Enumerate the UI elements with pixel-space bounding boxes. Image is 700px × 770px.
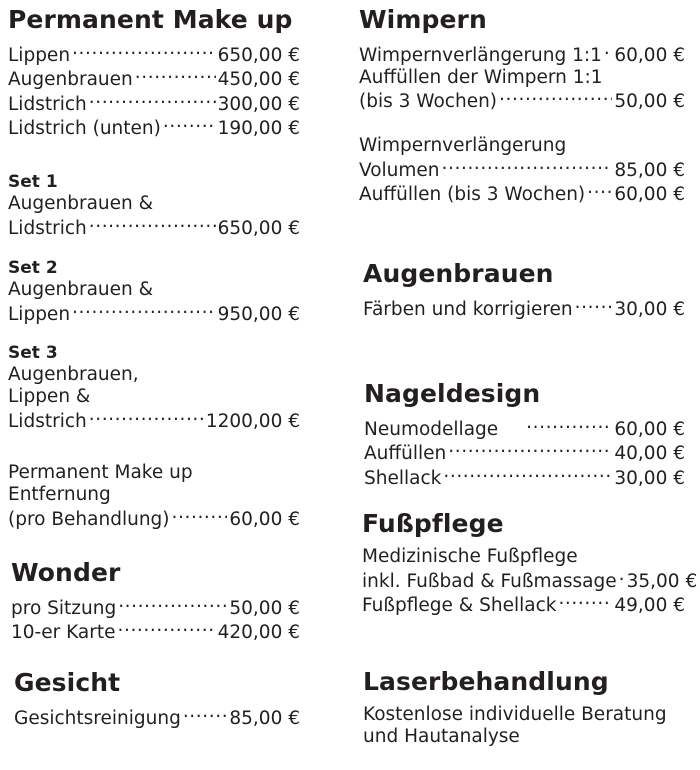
item-price: 420,00 € (217, 622, 300, 643)
dot-leader (587, 182, 612, 201)
section-laserbehandlung (363, 667, 685, 748)
item-price: 60,00 € (614, 184, 685, 205)
item-label: (pro Behandlung) (8, 508, 170, 530)
section-heading: Gesicht (14, 668, 121, 697)
item-label: Shellack (364, 467, 442, 489)
dot-leader (183, 705, 228, 724)
item-price: 450,00 € (217, 69, 300, 90)
price-row (359, 182, 685, 207)
dot-leader (448, 441, 612, 460)
section-heading: Permanent Make up (8, 5, 293, 34)
section-set-3 (8, 343, 300, 433)
section-note-line: Augenbrauen & (8, 279, 154, 300)
section-gesicht (14, 668, 300, 730)
item-label: Neumodellage (364, 418, 499, 440)
section-heading: Fußpflege (362, 509, 504, 538)
section-note-line: und Hautanalyse (363, 726, 520, 747)
section-note-line: Medizinische Fußpflege (362, 546, 578, 567)
item-price: 60,00 € (614, 418, 685, 440)
section-note-line: Lippen & (8, 386, 91, 407)
dot-leader (526, 416, 612, 435)
dot-leader (443, 465, 612, 484)
item-price: 190,00 € (217, 118, 300, 139)
section-pmu-entfernung (8, 462, 300, 531)
section-note-line: Entfernung (8, 484, 111, 505)
section-heading: Nageldesign (364, 379, 541, 408)
item-price: 650,00 € (217, 44, 300, 66)
section-note-line: Wimpernverlängerung (359, 135, 567, 156)
item-price: 30,00 € (614, 298, 685, 320)
item-label: pro Sitzung (11, 597, 117, 619)
dot-leader (72, 301, 216, 320)
item-price: 85,00 € (229, 707, 300, 729)
price-row (11, 620, 300, 645)
price-row (364, 465, 685, 490)
item-label: inkl. Fußbad & Fußmassage (362, 570, 617, 592)
item-price: 50,00 € (614, 91, 685, 112)
price-row (359, 42, 685, 67)
price-row (8, 215, 300, 240)
price-row (359, 89, 685, 114)
price-row (363, 296, 685, 321)
section-note-line: Permanent Make up (8, 462, 193, 483)
section-heading: Set 2 (8, 258, 58, 278)
item-price: 50,00 € (229, 597, 300, 619)
price-row (11, 595, 300, 620)
item-label: Lidstrich (8, 93, 87, 115)
price-row (364, 441, 685, 466)
price-row (14, 705, 300, 730)
dot-leader (499, 89, 612, 108)
dot-leader (135, 67, 216, 86)
dot-leader (72, 42, 216, 61)
item-price: 49,00 € (614, 595, 685, 616)
item-label: Volumen (359, 159, 440, 181)
item-label: Wimpernverlängerung 1:1 (359, 44, 602, 66)
section-note-line: Auffüllen der Wimpern 1:1 (359, 66, 603, 88)
section-heading: Wimpern (359, 5, 487, 34)
price-row (8, 408, 300, 433)
item-price: 30,00 € (614, 467, 685, 489)
item-price: 650,00 € (217, 217, 300, 239)
section-note-line: Augenbrauen, (8, 364, 139, 385)
section-wonder (11, 558, 300, 644)
item-label: Färben und korrigieren (363, 298, 573, 320)
dot-leader (89, 215, 216, 234)
item-label: Fußpflege & Shellack (362, 595, 557, 616)
section-heading: Set 1 (8, 172, 58, 192)
item-price: 1200,00 € (205, 410, 300, 432)
price-row (364, 416, 685, 441)
section-note-line: Kostenlose individuelle Beratung (363, 704, 667, 725)
item-price: 300,00 € (217, 93, 300, 115)
dot-leader (604, 42, 612, 61)
item-label: Lippen (8, 44, 71, 66)
item-price: 60,00 € (614, 44, 685, 66)
dot-leader (89, 91, 216, 110)
item-label: 10-er Karte (11, 622, 116, 643)
section-fusspflege (362, 509, 698, 617)
item-price: 40,00 € (614, 443, 685, 464)
right-column (350, 0, 700, 770)
price-row (362, 593, 685, 618)
price-row (8, 506, 300, 531)
item-label: Lidstrich (8, 410, 87, 432)
section-set-1 (8, 172, 300, 240)
dot-leader (558, 593, 612, 612)
section-augenbrauen (363, 259, 685, 321)
item-label: Lidstrich (8, 217, 87, 239)
item-label: Lippen (8, 303, 71, 325)
dot-leader (163, 116, 216, 135)
item-label: Augenbrauen (8, 69, 133, 90)
dot-leader (172, 506, 228, 525)
price-row (8, 91, 300, 116)
section-set-2 (8, 258, 300, 326)
section-heading: Laserbehandlung (363, 667, 609, 696)
section-nageldesign (364, 379, 685, 490)
item-price: 85,00 € (614, 159, 685, 181)
section-permanent-make-up (8, 5, 300, 140)
item-price: 60,00 € (229, 508, 300, 530)
price-row (8, 301, 300, 326)
section-note-line: Augenbrauen & (8, 193, 154, 214)
item-price: 35,00 € (626, 570, 698, 592)
price-row (359, 157, 685, 182)
price-row (362, 568, 698, 593)
item-label: Auffüllen (364, 443, 447, 464)
item-label: Auffüllen (bis 3 Wochen) (359, 184, 586, 205)
item-label: (bis 3 Wochen) (359, 91, 498, 112)
dot-leader (442, 157, 613, 176)
dot-leader (575, 296, 613, 315)
section-heading: Wonder (11, 558, 121, 587)
dot-leader (117, 620, 215, 639)
dot-leader (619, 568, 625, 587)
price-row (8, 67, 300, 92)
price-row (8, 42, 300, 67)
dot-leader (89, 408, 204, 427)
section-wimpern (359, 5, 685, 206)
price-row (8, 116, 300, 141)
item-label: Lidstrich (unten) (8, 118, 161, 139)
section-heading: Set 3 (8, 343, 58, 363)
item-label: Gesichtsreinigung (14, 707, 181, 729)
item-price: 950,00 € (217, 303, 300, 325)
dot-leader (118, 595, 227, 614)
section-heading: Augenbrauen (363, 259, 554, 288)
